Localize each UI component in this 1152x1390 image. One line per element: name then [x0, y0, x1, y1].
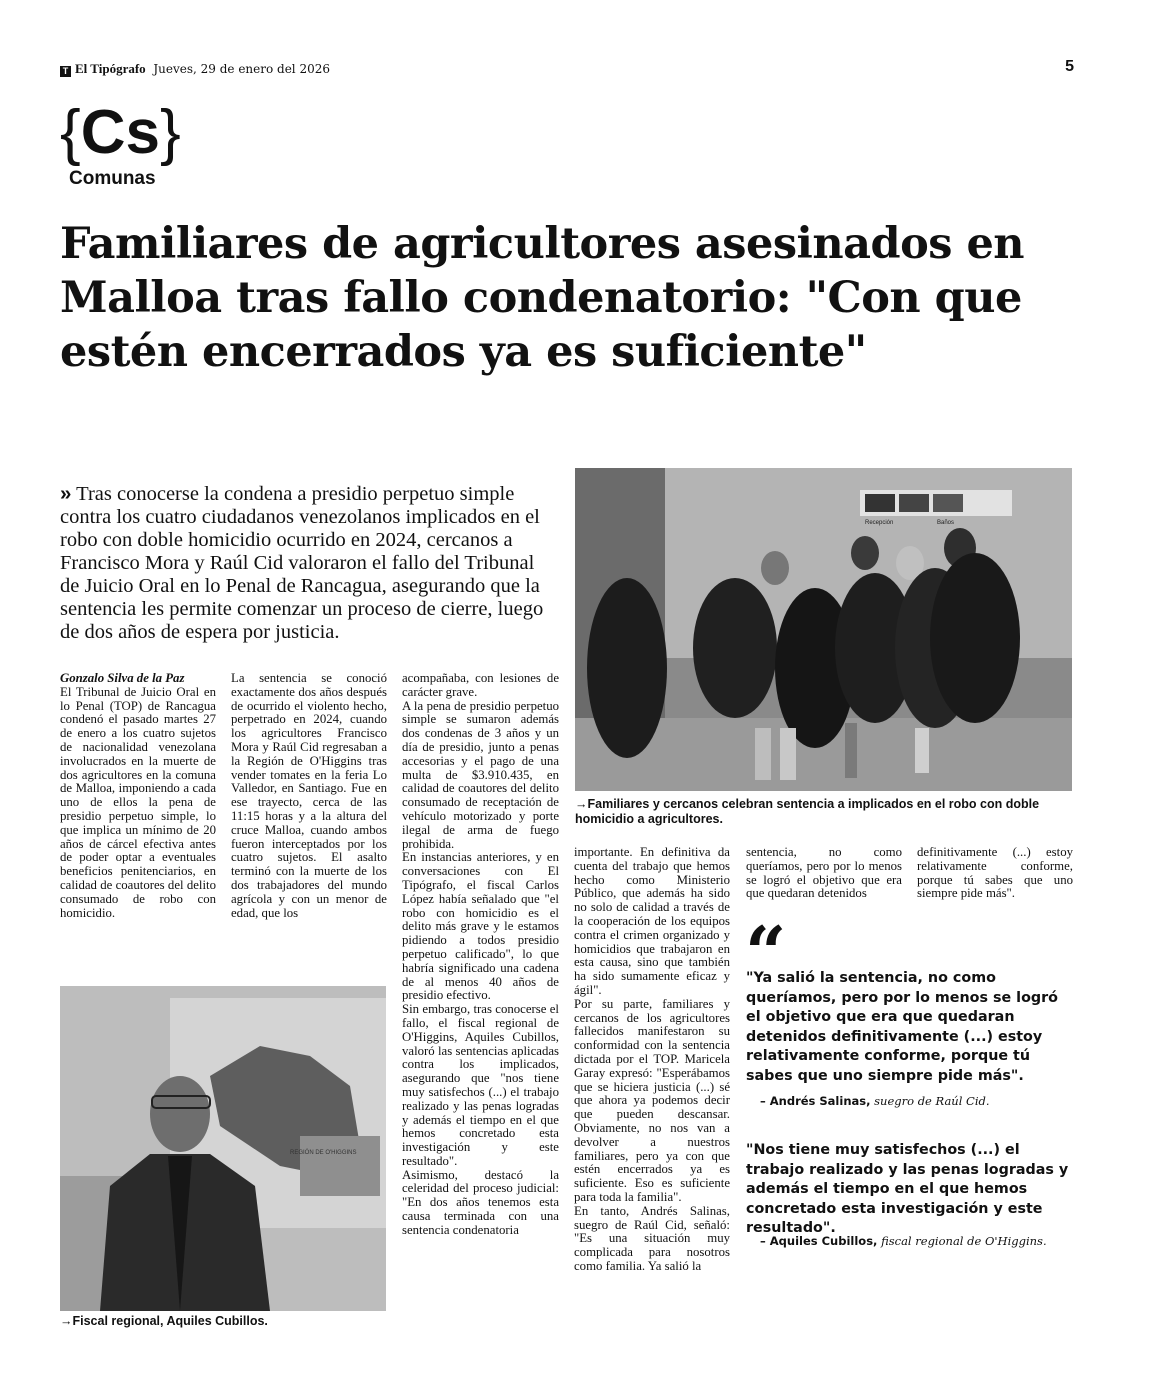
people-embracing-photo	[575, 468, 1072, 791]
prosecutor-photo-caption: →Fiscal regional, Aquiles Cubillos.	[60, 1314, 268, 1328]
article-column-1	[60, 672, 216, 920]
section-brace-close: }	[159, 98, 181, 167]
article-headline: Familiares de agricultores asesinados en Malloa tras fallo condenatorio: "Con que estén encerrados ya es suficiente"	[60, 219, 1025, 377]
quote-author: – Aquiles Cubillos,	[760, 1234, 878, 1248]
sign-text: Recepción	[865, 520, 894, 526]
pull-quote-1: "Ya salió la sentencia, no como queríamos, pero por lo menos se logró el objetivo que era que quedaran detenidos definitivamente (...) estoy relativamente conforme, porque tú sabes que uno siempre pide más".	[746, 970, 1059, 1084]
body-paragraph: El Tribunal de Juicio Oral en lo Penal (TOP) de Rancagua condenó el pasado martes 27 de enero a los cuatro sujetos de nacionalidad venezolana involucrados en la muerte de dos agricultores en la comuna de Malloa, imponiendo a cada uno de ellos la pena de presidio perpetuo simple, lo que implica un mínimo de 20 años de cárcel efectiva antes de poder optar a eventuales beneficios penitenciarios, en calidad de coautores del delito consumado de robo con homicidio.	[60, 684, 216, 920]
lead-text: Tras conocerse la condena a presidio perpetuo simple contra los cuatro ciudadanos venezolanos implicados en el robo con doble homicidio ocurrido en 2024, cercanos a Francisco Mora y Raúl Cid valoraron el fallo del Tribunal de Juicio Oral en lo Penal de Rancagua, asegurando que la sentencia les permite comenzar un proceso de cierre, luego de dos años de espera por justicia.	[60, 483, 544, 643]
byline: Gonzalo Silva de la Paz	[60, 671, 185, 685]
masthead	[60, 61, 330, 77]
article-column-5	[746, 846, 902, 901]
body-paragraph: Por su parte, familiares y cercanos de los agricultores fallecidos manifestaron su conformidad con la sentencia dictada por el TOP. Maricela Garay expresó: "Esperábamos que se hiciera justicia (...) sé que ahora ya podemos decir que pueden descansar. Obviamente, no nos van a devolver a nuestros familiares, pero ya con que estén encerrados ya es suficiente. Eso es suficiente para toda la familia".	[574, 996, 730, 1204]
section-brace-open: {	[60, 98, 81, 167]
body-paragraph: En tanto, Andrés Salinas, suegro de Raúl Cid, señaló: "Es una situación muy complicada para nosotros como familia. Ya salió la	[574, 1203, 730, 1273]
quote-author-role: suegro de Raúl Cid.	[874, 1094, 990, 1108]
body-paragraph: Asimismo, destacó la celeridad del proceso judicial: "En dos años tenemos esta causa terminada con una sentencia condenatoria	[402, 1167, 559, 1237]
quote-author-role: fiscal regional de O'Higgins.	[881, 1234, 1047, 1248]
article-lead	[60, 482, 550, 644]
map-label: REGIÓN DE O'HIGGINS	[290, 1150, 357, 1156]
newspaper-logo-icon: T	[60, 66, 71, 77]
body-paragraph: definitivamente (...) estoy relativamente conforme, porque tú sabes que uno siempre pide más".	[917, 845, 1073, 901]
article-column-4	[574, 846, 730, 1274]
prosecutor-portrait	[60, 986, 386, 1311]
main-photo	[575, 468, 1072, 791]
body-paragraph: Sin embargo, tras conocerse el fallo, el fiscal regional de O'Higgins, Aquiles Cubillos, valoró las sentencias aplicadas contra los implicados, asegurando que "nos tiene muy satisfechos (...) el trabajo realizado y las penas logradas y además el tiempo en el que hemos concretado esta investigación y este resultado".	[402, 1002, 559, 1168]
newspaper-name: El Tipógrafo	[75, 61, 146, 76]
quote-author: – Andrés Salinas,	[760, 1094, 871, 1108]
pull-quote-2-attribution	[760, 1234, 1072, 1248]
body-paragraph: sentencia, no como queríamos, pero por lo menos se logró el objetivo que era que quedaran detenidos	[746, 845, 902, 901]
svg-text:Baños: Baños	[937, 520, 955, 526]
article-column-3	[402, 672, 559, 1238]
body-paragraph: acompañaba, con lesiones de carácter grave.	[402, 671, 559, 699]
body-paragraph: La sentencia se conoció exactamente dos años después de ocurrido el violento hecho, perpetrado en 2024, cuando los agricultores Francisco Mora y Raúl Cid regresaban a la Región de O'Higgins tras vender tomates en la feria Lo Valledor, en Santiago. Fue en ese trayecto, cerca de las 11:15 horas y a la altura del cruce Malloa, cuando ambos fueron interceptados por los cuatro sujetos. El asalto terminó con la muerte de los dos trabajadores del mundo agrícola y con un menor de edad, que los	[231, 671, 387, 920]
body-paragraph: A la pena de presidio perpetuo simple se sumaron además dos condenas de 3 años y un día de presidio, junto a penas accesorias y el pago de una multa de $3.910.435, en calidad de coautores del delito consumado de receptación de vehículo motorizado y porte ilegal de arma de fuego prohibida.	[402, 698, 559, 851]
pull-quote-2: "Nos tiene muy satisfechos (...) el trabajo realizado y las penas logradas y además el tiempo en el que hemos concretado esta investigación y este resultado".	[746, 1142, 1069, 1236]
prosecutor-photo	[60, 986, 386, 1311]
article-column-2	[231, 672, 387, 920]
main-photo-caption: →Familiares y cercanos celebran sentencia a implicados en el robo con doble homicidio a agricultores.	[575, 797, 1040, 826]
lead-marker: »	[60, 482, 72, 505]
page-number: 5	[1065, 58, 1074, 75]
pull-quote-1-attribution	[760, 1094, 1072, 1108]
quote-mark-icon: “	[745, 910, 787, 995]
issue-date: Jueves, 29 de enero del 2026	[153, 62, 330, 76]
section-name: Comunas	[69, 168, 156, 189]
section-abbr: Cs	[80, 98, 160, 167]
article-column-6	[917, 846, 1073, 901]
body-paragraph: importante. En definitiva da cuenta del trabajo que hemos hecho como Ministerio Público, que además ha sido no solo de calidad a través de la cooperación de los equipos contra el crimen organizado y homicidios que trabajaron en esta causa, sino que también ha sido sumamente eficaz y ágil".	[574, 845, 730, 997]
section-logo	[60, 98, 181, 168]
body-paragraph: En instancias anteriores, y en conversaciones con El Tipógrafo, el fiscal Carlos López había señalado que "el robo con homicidio es el delito más grave y le estamos pidiendo a todos presidio perpetuo calificado", lo que habría significado una cadena de al menos 40 años de presidio efectivo.	[402, 850, 559, 1003]
